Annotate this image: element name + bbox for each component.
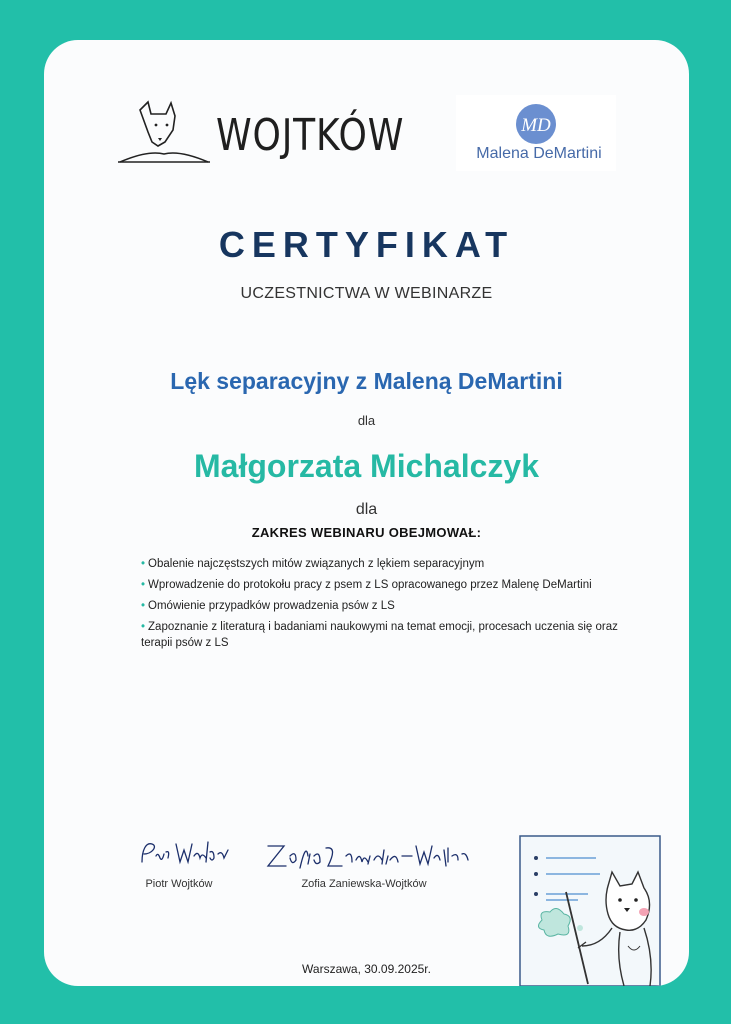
scope-list (141, 556, 631, 656)
signatory-name: Zofia Zaniewska-Wojtków (301, 878, 427, 890)
bullet-icon: • (141, 579, 146, 591)
scope-heading: ZAKRES WEBINARU OBEJMOWAŁ: (251, 525, 482, 540)
wojtkow-wordmark: WOJTKÓW (216, 110, 405, 161)
svg-text:MD: MD (521, 115, 551, 136)
participant-name: Małgorzata Michalczyk (194, 448, 539, 484)
demartini-monogram-icon (516, 104, 556, 144)
for-label: dla (357, 413, 376, 428)
bullet-icon: • (141, 600, 146, 612)
certificate-title: CERTYFIKAT (218, 224, 515, 265)
bullet-icon: • (141, 558, 146, 570)
list-item: • Zapoznanie z literaturą i badaniami naukowymi na temat emocji, procesach uczenia się oraz terapii psów z LS (141, 621, 618, 649)
demartini-logo-text: Malena DeMartini (476, 145, 602, 162)
bullet-icon: • (141, 621, 146, 633)
signatory-name: Piotr Wojtków (145, 878, 213, 890)
certificate-card (44, 40, 689, 986)
signature-zofia-icon (262, 838, 472, 872)
certificate-subtitle: UCZESTNICTWA W WEBINARZE (240, 285, 493, 302)
signature-piotr-icon (136, 836, 236, 872)
place-and-date: Warszawa, 30.09.2025r. (302, 962, 431, 976)
for-label-2: dla (355, 501, 378, 518)
list-item: • Omówienie przypadków prowadzenia psów z LS (141, 600, 395, 612)
list-item: • Obalenie najczęstszych mitów związanych z lękiem separacyjnym (141, 558, 485, 570)
dog-teacher-illustration-icon (516, 828, 666, 986)
webinar-title: Lęk separacyjny z Maleną DeMartini (170, 368, 563, 394)
list-item: • Wprowadzenie do protokołu pracy z psem z LS opracowanego przez Malenę DeMartini (141, 579, 592, 591)
